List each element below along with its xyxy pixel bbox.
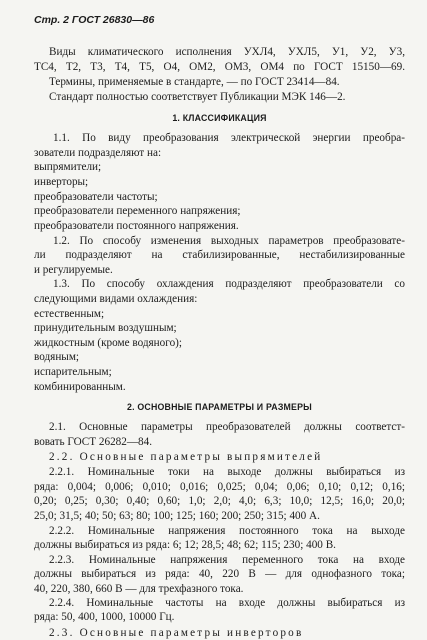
paragraph-line: 25,0; 31,5; 40; 50; 63; 80; 100; 125; 160; 200; 250; 315; 400 А. — [34, 510, 320, 522]
paragraph-line: и регулируемые. — [34, 264, 113, 276]
paragraph-line: зователи подразделяют на: — [34, 147, 162, 159]
section-heading-classification: 1. КЛАССИФИКАЦИЯ — [172, 113, 267, 123]
paragraph-line: 2.2.1. Номинальные токи на выходе должны выбираться из — [49, 466, 405, 478]
paragraph-line: ряда: 0,004; 0,006; 0,010; 0,016; 0,025; 0,04; 0,06; 0,10; 0,12; 0,16; — [34, 481, 405, 493]
paragraph-line: 2.2.2. Номинальные напряжения постоянного тока на выходе — [49, 525, 405, 537]
intro-line: ТС4, Т2, Т3, Т4, Т5, О4, ОМ2, ОМ3, ОМ4 по ГОСТ 15150—69. — [34, 61, 405, 73]
paragraph-line: вовать ГОСТ 26282—84. — [34, 436, 153, 448]
page-header: Стр. 2 ГОСТ 26830—86 — [34, 14, 155, 26]
paragraph-line: 1.3. По способу охлаждения подразделяют преобразователи со — [53, 278, 405, 290]
list-item: преобразователи переменного напряжения; — [34, 205, 241, 217]
subsection-title: 2.3. Основные параметры инверторов — [49, 627, 304, 639]
list-item: жидкостным (кроме водяного); — [34, 337, 182, 349]
list-item: испарительным; — [34, 366, 112, 378]
list-item: преобразователи постоянного напряжения. — [34, 220, 239, 232]
paragraph-line: должны выбираться из ряда: 6; 12; 28,5; 48; 62; 115; 230; 400 В. — [34, 539, 336, 551]
list-item: комбинированным. — [34, 381, 126, 393]
list-item: выпрямители; — [34, 161, 102, 173]
paragraph-line: 40, 220, 380, 660 В — для трехфазного тока. — [34, 583, 244, 595]
paragraph-line: ряда: 50, 400, 1000, 10000 Гц. — [34, 611, 175, 623]
paragraph-line: 2.1. Основные параметры преобразователей должны соответст- — [49, 421, 405, 433]
list-item: естественным; — [34, 308, 105, 320]
list-item: водяным; — [34, 351, 80, 363]
intro-line: Термины, применяемые в стандарте, — по ГОСТ 23414—84. — [49, 76, 340, 88]
paragraph-line: должны выбираться из ряда: 40, 220 В — для однофазного тока; — [34, 568, 405, 580]
subsection-title: 2.2. Основные параметры выпрямителей — [49, 451, 323, 463]
intro-line: Стандарт полностью соответствует Публикации МЭК 146—2. — [49, 91, 346, 103]
paragraph-line: 2.2.4. Номинальные частоты на входе должны выбираться из — [49, 597, 405, 609]
intro-line: Виды климатического исполнения УХЛ4, УХЛ5, У1, У2, У3, — [49, 46, 405, 58]
paragraph-line: 1.1. По виду преобразования электрической энергии преобра- — [53, 132, 405, 144]
paragraph-line: следующими видами охлаждения: — [34, 293, 198, 305]
paragraph-line: 1.2. По способу изменения выходных параметров преобразовате- — [53, 235, 405, 247]
list-item: преобразователи частоты; — [34, 191, 158, 203]
paragraph-line: 0,20; 0,25; 0,30; 0,40; 0,60; 1,0; 2,0; 4,0; 6,3; 10,0; 12,5; 16,0; 20,0; — [34, 495, 405, 507]
paragraph-line: ли подразделяют на стабилизированные, нестабилизированные — [34, 249, 405, 261]
paragraph-line: 2.2.3. Номинальные напряжения переменного тока на входе — [49, 554, 405, 566]
list-item: инверторы; — [34, 176, 89, 188]
list-item: принудительным воздушным; — [34, 322, 177, 334]
section-heading-main-parameters: 2. ОСНОВНЫЕ ПАРАМЕТРЫ И РАЗМЕРЫ — [126, 402, 312, 412]
